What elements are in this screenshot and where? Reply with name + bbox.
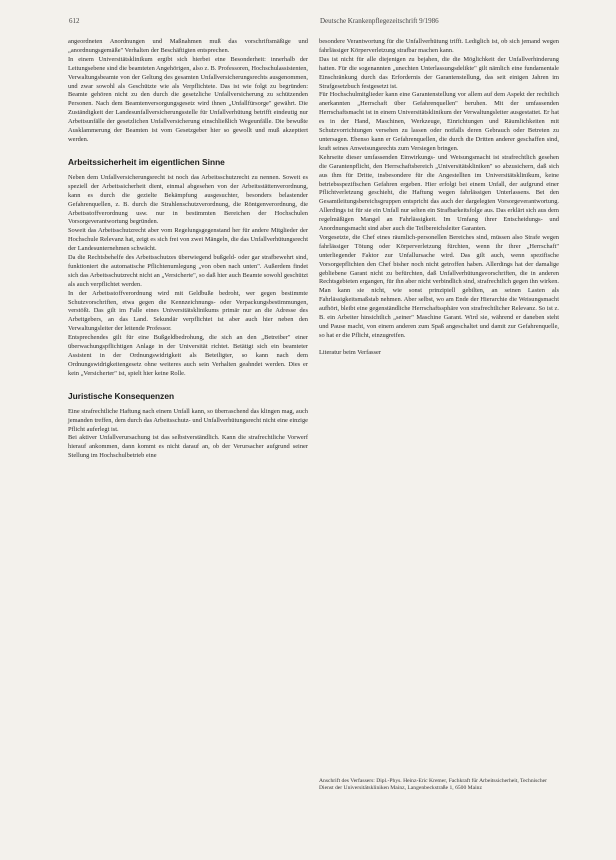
left-column bbox=[68, 38, 308, 461]
right-column bbox=[319, 38, 559, 358]
author-address: Anschrift des Verfassers: Dipl.-Phys. Heinz-Eric Kremer, Fachkraft für Arbeitssicherheit, Technischer Dienst der Universitätskliniken Mainz, Langenbeckstraße 1, 6500 Mainz bbox=[319, 778, 547, 792]
section-body-konsequenzen: Eine strafrechtliche Haftung nach einem Unfall kann, so überraschend das klingen mag, auch jemanden treffen, dem durch das Arbeitsschutz- und Unfallverhütungsrecht nicht eine einzige Pflicht auferlegt ist. Bei aktiver Unfallverursachung ist das selbstverständlich. Kann die strafrechtliche Vorwerf hierauf ankommen, dann kommt es nicht darauf an, ob der Verursacher aufgrund seiner Stellung im Hochschulbetrieb eine bbox=[68, 407, 308, 460]
right-column-body: besondere Verantwortung für die Unfallverhütung trifft. Lediglich ist, ob sich jemand wegen fahrlässiger Körperverletzung strafbar machen kann. Das ist nicht für alle diejenigen zu bejahen, die die Möglichkeit der Unfallverhinderung hatten. Für die sogenannten „unechten Unterlassungsdelikte" gilt nämlich eine fundamentale Einschränkung durch das Erfordernis der Garantenstellung, das seit einigen Jahren im Strafgesetzbuch festgesetzt ist. Für Hochschulmitglieder kann eine Garantenstellung vor allem auf dem Aspekt der rechtlich anerkannten „Herrschaft über Gefahrenquellen" beruhen. Mit der umfassenden Herrschaftsmacht ist in einem Universitätsklinikum der Verwaltungsleiter ausgestattet. Er hat es in der Hand, Maschinen, Werkzeuge, Einrichtungen und Räumlichkeiten mit Schutzvorrichtungen versehen zu lassen oder notfalls deren Gebrauch oder Betreten zu untersagen. Ebenso kann er Gefahrenquellen, die durch die Dritten anderer geschaffen sind, kraft seines Anweisungsrechts zum Versiegen bringen. Kehrseite dieser umfassenden Einwirkungs- und Weisungsmacht ist strafrechtlich gesehen die Garantenpflicht, den Herrschaftsbereich „Universitätskliniken" so abzusichern, daß sich aus ihm für Dritte, insbesondere für die Angestellten im Universitätsklinikum, keine betriebsspezifischen Gefahren ergeben. Hier erfolgt bei einem Unfall, der aufgrund einer Pflichtverletzung geschieht, die Haftung wegen fahrlässigen Unterlassens. Bei den Gesamtleitungsbereichsgruppen entspricht das auch der dargelegten Vorsorgeverantwortung. Allerdings ist für sie ein Unfall nur selten ein Strafbarkeitsfolge aus. Das erklärt sich aus dem regelmäßigen Mangel an Fahrlässigkeit. Im Umfang ihrer Entscheidungs- und Anordnungsmacht sind aber auch die Teilbereichsleiter Garanten. Vorgesetzte, die Chef eines räumlich-personellen Bereiches sind, müssen also Strafe wegen fahrlässiger Tötung oder Körperverletzung fürchten, wenn ihr ihrer „Herrschaft" unterliegender Faktor zur Unfallursache wird. Das gilt auch, wenn spezifische Vorsorgepflichten den Chef bisher noch nicht getroffen haben. Allerdings hat der damalige gebliebene Garant nicht zu befürchten, daß Unfallverhütungsvorschriften, die in anderen Rechtsgebieten ergangen, für ihn aber nicht verbindlich sind, strafrechtlich gegen ihn wirken. Man kann sie nicht, wie sonst prinzipiell gebilten, an seinen Lasten als Fahrlässigkeitsmaßstab nehmen. Aber selbst, wo am Ende der Hierarchie die Weisungsmacht aufhört, bleibt eine gegenständliche Herrschaftssphäre von strafrechtlicher Relevanz. So ist z. B. ein Arbeiter hinsichtlich „seiner" Maschine Garant. Wird sie, während er daneben steht und Pause macht, von einem anderen zum Spaß angeschaltet und damit zur Gefahrenquelle, so hat er die Pflicht, einzugreifen. bbox=[319, 38, 559, 339]
section-heading-konsequenzen: Juristische Konsequenzen bbox=[68, 390, 175, 401]
page-number: 612 bbox=[69, 17, 80, 25]
literature-note: Literatur beim Verfasser bbox=[319, 348, 381, 356]
intro-paragraph: angeordneten Anordnungen und Maßnahmen muß das vorschriftsmäßige und „anordnungsgemäße" Verhalten der Beschäftigten entsprechen. In einem Universitätsklinikum ergibt sich hierbei eine Besonderheit: innerhalb der Leitungsebene sind die beamteten Angehörigen, also z. B. Professoren, Hochschulassistenten, Verwaltungsbeamte von der Geltung des gesamten Unfallversicherungsrechts ausgenommen, und zwar sowohl als Geschützte wie als Verpflichtete. Das ist wie folgt zu begründen: Beamte gehören nicht zu den durch die gesetzliche Unfallversicherung zu schützenden Personen. Nach dem Beamtenversorgungsgesetz wird ihnen „Unfallfürsorge" gewährt. Die Zuständigkeit der Landesunfallversicherungsstelle für Unfallverhütung betrifft eindeutig nur Arbeitsunfälle der gesetzlichen Unfallversicherung einschließlich Wegeunfälle. Die bewußte Ausklammerung der Beamten ist vom Gesetzgeber hier so gewollt und muß akzeptiert werden. bbox=[68, 38, 308, 143]
section-heading-arbeitssicherheit: Arbeitssicherheit im eigentlichen Sinne bbox=[68, 156, 225, 167]
journal-header: Deutsche Krankenpflegezeitschrift 9/1986 bbox=[320, 17, 439, 25]
section-body-arbeitssicherheit: Neben dem Unfallversicherungsrecht ist noch das Arbeitsschutzrecht zu nennen. Soweit es speziell der Arbeitssicherheit dient, einmal abgesehen von der Arbeitsstättenverordnung, kann es durch die gezielte Bekämpfung ausgesuchter, besonders belastender Gefahrenquellen, z. B. durch die Strahlenschutzverordnung, die Röntgenverordnung, die Arbeitsstoffverordnung usw. nur in bestimmten Bereichen der Hochschulen Vorsorgeverantwortung begründen. Soweit das Arbeitsschutzrecht aber vom Regelungsgegenstand her für andere Mitglieder der Hochschule Relevanz hat, zeigt es sich frei von zwei Mängeln, die das Unfallverhütungsrecht der Landesunternehmen schwächt. Da die Rechtsbehelfe des Arbeitsschutzes überwiegend bußgeld- oder gar strafbewehrt sind, funktioniert die automatische Pflichtenumlegung „von oben nach unten". Außerdem findet sich das Arbeitsschutzrecht nicht an „Versicherte", so daß hier auch Beamte sowohl geschützt als auch verpflichtet werden. In der Arbeitsstoffverordnung wird mit Geldbuße bedroht, wer gegen bestimmte Schutzvorschriften, etwa gegen die Kennzeichnungs- oder Verpackungsbestimmungen, verstößt. Das gilt im Falle eines Universitätsklinikums primär nur an die Adresse des Arbeitgebers, an das Land. Sekundär verpflichtet ist aber auch hier neben den Verwaltungsleiter der leitende Professor. Entsprechendes gilt für eine Bußgeldbedrohung, die sich an den „Betreiber" einer überwachungspflichtigen Anlage in der Universität richtet. Betätigt sich ein beamteter Assistent in der Ordnungswidrigkeit als Beteiligter, so kann nach dem Ordnungswidrigkeitengesetz ohne weiteres auch sein Verhalten geahndet werden. Dies er kein „Versicherter" ist, spielt hier keine Rolle. bbox=[68, 173, 308, 377]
